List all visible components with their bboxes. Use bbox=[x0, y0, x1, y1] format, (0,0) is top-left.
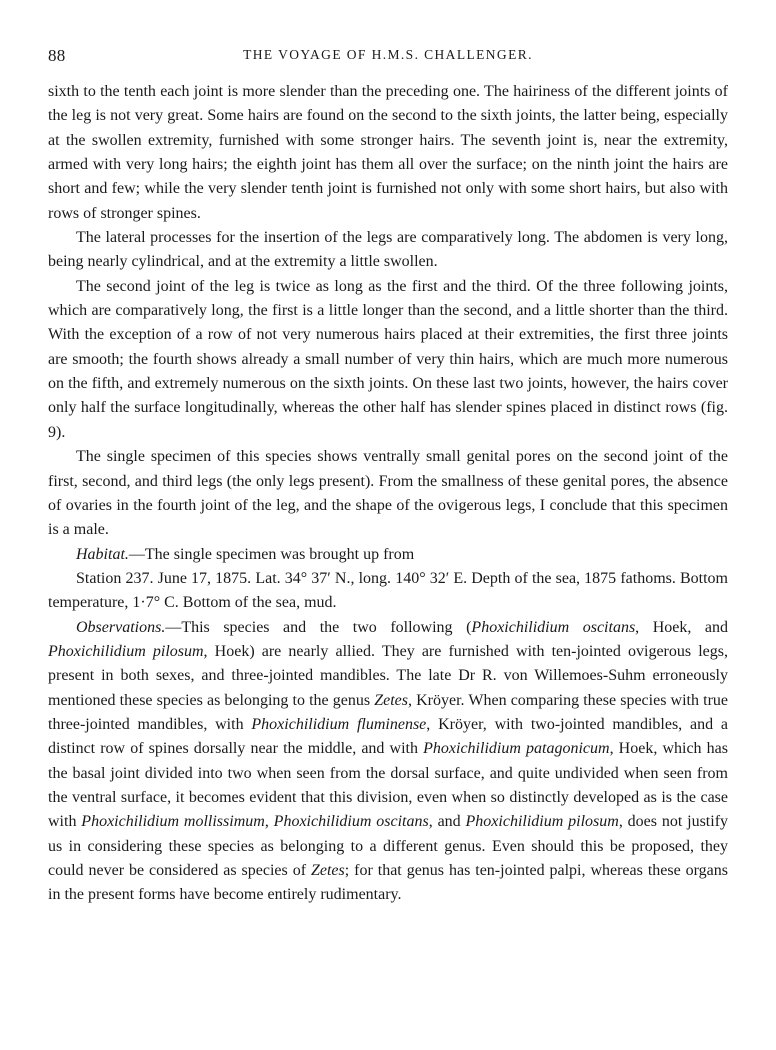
paragraph-leg-joints: The second joint of the leg is twice as long as the first and the third. Of the three following joints, which are comparatively long, the first is a little longer than the second, and a little shorter than the third. With the exception of a row of not very numerous hairs placed at their extremities, the first three joints are smooth; the fourth shows already a small number of very thin hairs, which are much more numerous on the fifth, and extremely numerous on the sixth joints. On these last two joints, however, the hairs cover only half the surface longitudinally, whereas the other half has slender spines placed in distinct rows (fig. 9). bbox=[48, 277, 728, 441]
observations-text: , Hoek) are nearly allied. They are furnished with ten-jointed ovigerous legs, present in both sexes, and three-jointed mandibles. The late Dr R. von Willemoes-Suhm erroneously mentioned these species as belonging to the genus bbox=[48, 642, 728, 709]
species-name: Phoxichilidium oscitans bbox=[471, 618, 636, 636]
observations-text: , Hoek, and bbox=[635, 618, 729, 636]
page-header bbox=[48, 46, 728, 70]
paragraph-habitat bbox=[48, 543, 728, 567]
paragraph-lateral-processes: The lateral processes for the insertion of the legs are comparatively long. The abdomen is very long, being nearly cylindrical, and at the extremity a little swollen. bbox=[48, 229, 728, 271]
observations-label: Observations. bbox=[76, 618, 166, 636]
paragraph-genital-pores: The single specimen of this species shows ventrally small genital pores on the second joint of the first, second, and third legs (the only legs present). From the smallness of these genital pores, the absence of ovaries in the fourth joint of the leg, and the shape of the ovigerous legs, I conclude that this specimen is a male. bbox=[48, 448, 728, 539]
species-name: Phoxichilidium fluminense bbox=[251, 715, 427, 733]
running-title: THE VOYAGE OF H.M.S. CHALLENGER. bbox=[243, 47, 533, 62]
paragraph-observations bbox=[48, 616, 728, 908]
paragraph-leg-hairiness: sixth to the tenth each joint is more slender than the preceding one. The hairiness of the different joints of the leg is not very great. Some hairs are found on the second to the sixth joints, the latter being, especially at the swollen extremity, furnished with some stronger hairs. The seventh joint is, near the extremity, armed with very long hairs; the eighth joint has them all over the surface; on the ninth joint the hairs are short and few; while the very slender tenth joint is furnished not only with some short hairs, but also with rows of stronger spines. bbox=[48, 83, 728, 222]
observations-text: , and bbox=[428, 813, 466, 831]
observations-text: , bbox=[264, 813, 274, 831]
observations-text: —This species and the two following ( bbox=[165, 618, 472, 636]
observations-text: , Kröyer, with two-jointed mandibles, and a distinct row of spines dorsally near the middle, and with bbox=[48, 715, 728, 758]
paragraph-station: Station 237. June 17, 1875. Lat. 34° 37′ N., long. 140° 32′ E. Depth of the sea, 1875 fathoms. Bottom temperature, 1·7° C. Bottom of the sea, mud. bbox=[48, 569, 728, 612]
species-name: Phoxichilidium pilosum bbox=[48, 642, 204, 660]
observations-text: ; for that genus has ten-jointed palpi, whereas these organs in the present forms have become entirely rudimentary. bbox=[48, 862, 729, 904]
genus-name: Zetes bbox=[310, 862, 345, 879]
observations-text: , does not justify us in considering these species as belonging to a different genus. Even should this be proposed, they could never be considered as species of bbox=[48, 813, 729, 879]
species-name: Phoxichilidium mollissimum bbox=[81, 813, 265, 831]
page-number: 88 bbox=[48, 46, 66, 65]
observations-text: , Hoek, which has the basal joint divided into two when seen from the dorsal surface, and quite undivided when seen from the ventral surface, it becomes evident that this division, even when so distinctly developed as is the case with bbox=[48, 740, 729, 831]
habitat-text: —The single specimen was brought up from bbox=[128, 545, 415, 563]
species-name: Phoxichilidium pilosum bbox=[465, 813, 619, 831]
species-name: Phoxichilidium patagonicum bbox=[423, 740, 610, 758]
body-text bbox=[48, 80, 728, 908]
observations-text: , Kröyer. When comparing these species with true three-jointed mandibles, with bbox=[48, 691, 728, 733]
species-name: Phoxichilidium oscitans bbox=[273, 813, 429, 831]
habitat-label: Habitat. bbox=[76, 545, 129, 563]
genus-name: Zetes bbox=[374, 691, 408, 709]
